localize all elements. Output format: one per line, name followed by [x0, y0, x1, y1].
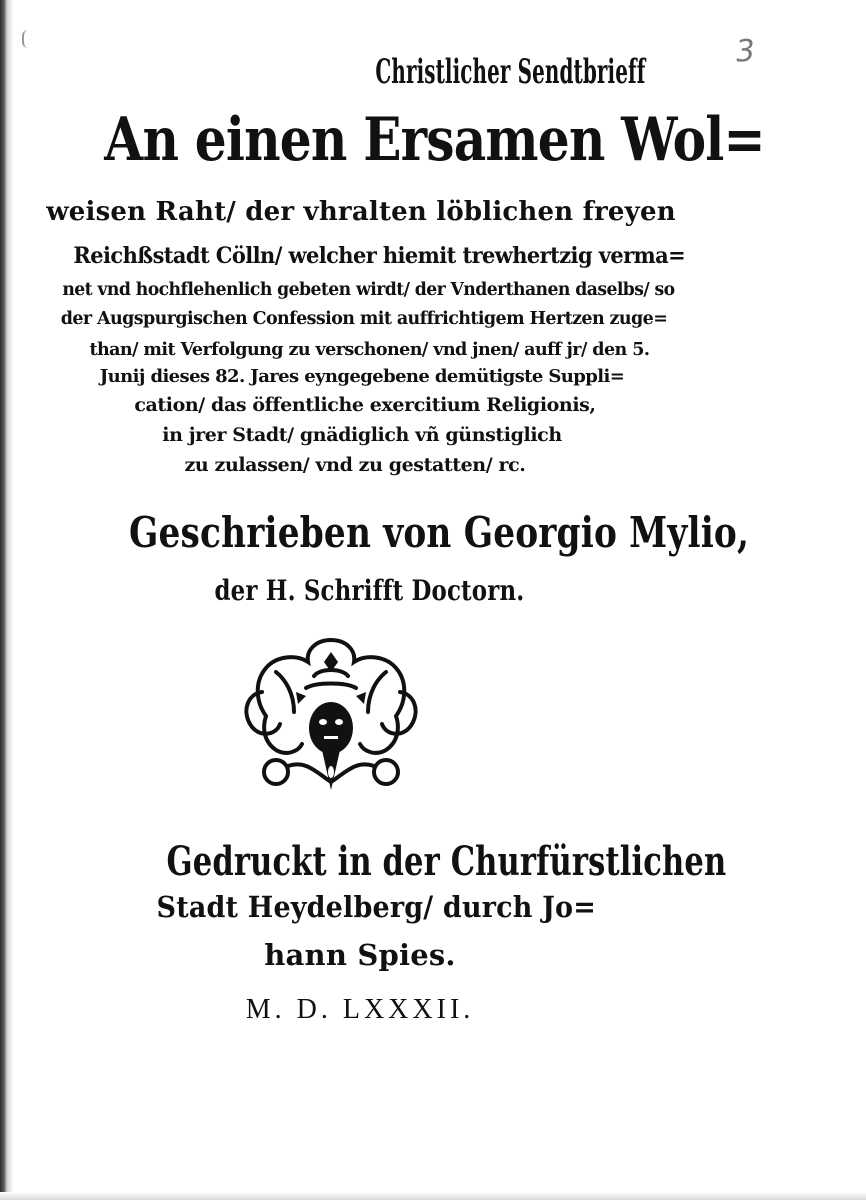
- page-bottom-edge: [0, 1192, 866, 1200]
- title-line-5: net vnd hochflehenlich gebeten wirdt/ der Vnderthanen daselbs/ so: [62, 280, 675, 300]
- imprint-line-3: hann Spies.: [264, 938, 456, 972]
- title-line-6: der Augspurgischen Confession mit auffrichtigem Hertzen zuge=: [60, 309, 668, 329]
- title-line-11: zu zulassen/ vnd zu gestatten/ rc.: [184, 454, 526, 476]
- title-line-9: cation/ das öffentliche exercitium Religionis,: [134, 394, 596, 416]
- title-line-7: than/ mit Verfolgung zu verschonen/ vnd jnen/ auff jr/ den 5.: [89, 339, 650, 360]
- printers-ornament-icon: [236, 632, 426, 802]
- page-number: 3: [734, 33, 757, 70]
- title-line-2: An einen Ersamen Wol=: [104, 105, 765, 175]
- page-edge: [0, 0, 14, 1200]
- title-line-4: Reichßstadt Cölln/ welcher hiemit trewhertzig verma=: [73, 243, 686, 269]
- imprint-line-1: Gedruckt in der Churfürstlichen: [166, 838, 727, 885]
- title-line-1: Christlicher Sendtbrieff: [375, 52, 646, 92]
- author-line-2: der H. Schrifft Doctorn.: [214, 574, 525, 607]
- margin-mark: [22, 30, 32, 48]
- author-line-1: Geschrieben von Georgio Mylio,: [128, 508, 750, 557]
- title-line-8: Junij dieses 82. Jares eyngegebene demütigste Suppli=: [99, 366, 625, 387]
- imprint-line-2: Stadt Heydelberg/ durch Jo=: [156, 890, 597, 924]
- title-line-3: weisen Raht/ der vhralten löblichen freyen: [46, 197, 676, 227]
- imprint-year: M. D. LXXXII.: [245, 994, 475, 1025]
- title-line-10: in jrer Stadt/ gnädiglich vñ günstiglich: [162, 424, 562, 446]
